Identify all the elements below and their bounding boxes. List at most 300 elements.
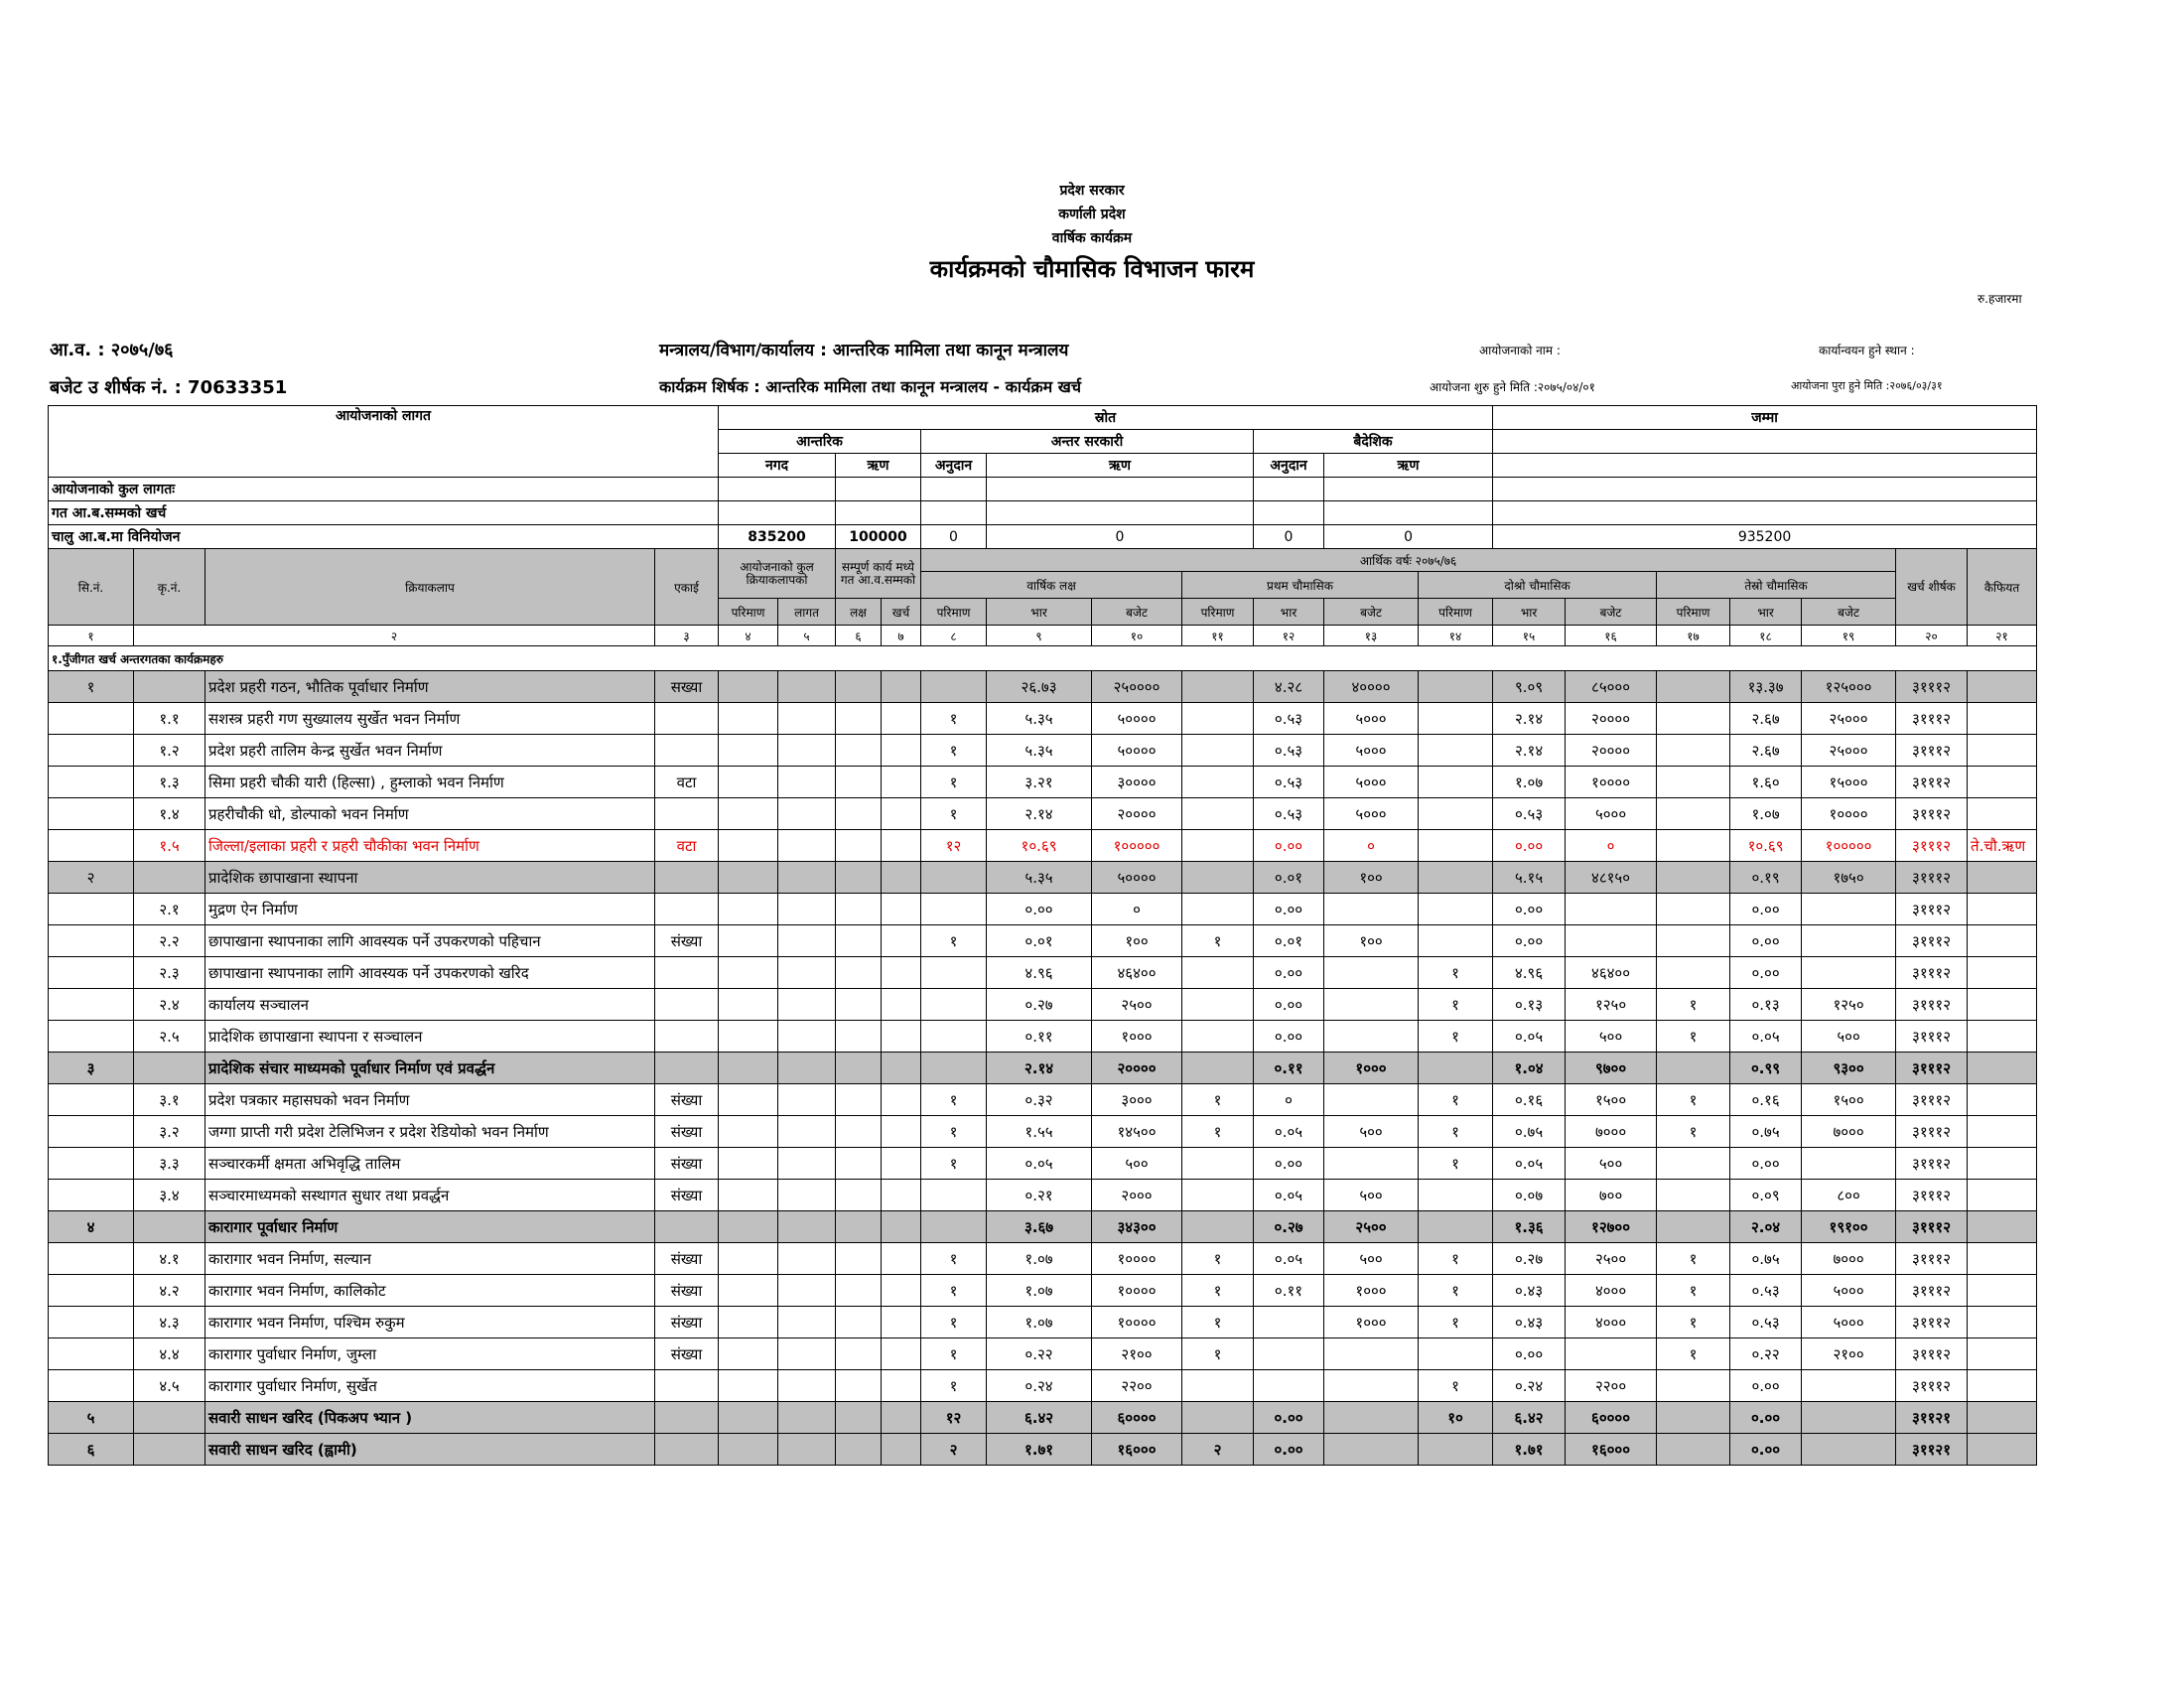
value-cell bbox=[1182, 1211, 1254, 1243]
unit-cell bbox=[655, 1021, 719, 1053]
value-cell: ६०००० bbox=[1092, 1402, 1182, 1434]
value-cell: १ bbox=[921, 925, 987, 957]
budget-head: बजेट उ शीर्षक नं. : 70633351 bbox=[50, 377, 288, 398]
value-cell bbox=[1968, 1370, 2037, 1402]
value-cell: ०.०० bbox=[1254, 1148, 1324, 1180]
value-cell: ०.२२ bbox=[987, 1338, 1092, 1370]
value-cell: १००००० bbox=[1092, 830, 1182, 862]
value-cell bbox=[882, 894, 921, 925]
value-cell: ४.९६ bbox=[987, 957, 1092, 989]
internal-loan-value: 100000 bbox=[836, 525, 921, 549]
activity-number: २.१ bbox=[134, 894, 205, 925]
value-cell: ०.०५ bbox=[1254, 1180, 1324, 1211]
value-cell bbox=[836, 1211, 882, 1243]
value-cell: ०.०१ bbox=[987, 925, 1092, 957]
value-cell: १ bbox=[1657, 1275, 1730, 1307]
col-kn: कृ.नं. bbox=[134, 549, 205, 626]
table-row bbox=[49, 1053, 2037, 1084]
table-row bbox=[49, 1211, 2037, 1243]
value-cell: ३१११२ bbox=[1896, 671, 1968, 703]
value-cell: ०.०० bbox=[1730, 1148, 1802, 1180]
value-cell: २२०० bbox=[1092, 1370, 1182, 1402]
col-weight: भार bbox=[987, 599, 1092, 626]
serial-number: ४ bbox=[49, 1211, 134, 1243]
value-cell: १ bbox=[921, 1084, 987, 1116]
value-cell bbox=[882, 1180, 921, 1211]
value-cell bbox=[836, 735, 882, 767]
table-row bbox=[49, 830, 2037, 862]
value-cell: २.१४ bbox=[987, 1053, 1092, 1084]
value-cell bbox=[1324, 957, 1419, 989]
value-cell bbox=[1802, 1402, 1896, 1434]
value-cell: १ bbox=[921, 703, 987, 735]
value-cell: ०.२१ bbox=[987, 1180, 1092, 1211]
value-cell bbox=[882, 1053, 921, 1084]
value-cell: ३१११२ bbox=[1896, 1275, 1968, 1307]
value-cell: ३१११२ bbox=[1896, 1338, 1968, 1370]
unit-cell bbox=[655, 957, 719, 989]
serial-number bbox=[49, 1021, 134, 1053]
value-cell: ६०००० bbox=[1566, 1402, 1657, 1434]
column-number: ७ bbox=[882, 626, 921, 646]
value-cell: २ bbox=[921, 1434, 987, 1466]
unit-cell: संख्या bbox=[655, 1338, 719, 1370]
value-cell bbox=[719, 1243, 778, 1275]
serial-number bbox=[49, 1338, 134, 1370]
serial-number bbox=[49, 767, 134, 798]
value-cell: २.०४ bbox=[1730, 1211, 1802, 1243]
serial-number: ६ bbox=[49, 1434, 134, 1466]
table-row bbox=[49, 1370, 2037, 1402]
column-number: १० bbox=[1092, 626, 1182, 646]
value-cell bbox=[882, 1307, 921, 1338]
value-cell bbox=[778, 1307, 836, 1338]
activity-number bbox=[134, 671, 205, 703]
value-cell: ५.१५ bbox=[1493, 862, 1566, 894]
value-cell: ०.०० bbox=[1254, 1402, 1324, 1434]
unit-cell: संख्या bbox=[655, 1243, 719, 1275]
value-cell bbox=[778, 1053, 836, 1084]
value-cell: १.०७ bbox=[987, 1275, 1092, 1307]
value-cell: ५००० bbox=[1324, 735, 1419, 767]
value-cell bbox=[836, 671, 882, 703]
value-cell: १ bbox=[921, 798, 987, 830]
table-row bbox=[49, 1084, 2037, 1116]
value-cell: ३१११२ bbox=[1896, 957, 1968, 989]
col-budget: बजेट bbox=[1092, 599, 1182, 626]
value-cell bbox=[1419, 735, 1493, 767]
value-cell bbox=[719, 1338, 778, 1370]
value-cell bbox=[882, 767, 921, 798]
unit-cell: संख्या bbox=[655, 1307, 719, 1338]
value-cell bbox=[1419, 894, 1493, 925]
value-cell bbox=[836, 1434, 882, 1466]
activity-name: छापाखाना स्थापनाका लागि आवस्यक पर्ने उपकरणको पहिचान bbox=[205, 925, 655, 957]
value-cell: ३१११२ bbox=[1896, 798, 1968, 830]
value-cell: १००० bbox=[1324, 1307, 1419, 1338]
value-cell bbox=[836, 1084, 882, 1116]
serial-number bbox=[49, 1180, 134, 1211]
foreign-grant-value: 0 bbox=[1254, 525, 1324, 549]
value-cell: २.६७ bbox=[1730, 703, 1802, 735]
value-cell bbox=[921, 957, 987, 989]
value-cell: ५००० bbox=[1324, 703, 1419, 735]
value-cell: १२७०० bbox=[1566, 1211, 1657, 1243]
activity-number: २.५ bbox=[134, 1021, 205, 1053]
column-number-row bbox=[49, 626, 2037, 646]
value-cell: ५०० bbox=[1324, 1243, 1419, 1275]
value-cell bbox=[1968, 671, 2037, 703]
value-cell bbox=[1419, 862, 1493, 894]
value-cell: १ bbox=[1182, 1084, 1254, 1116]
value-cell: ०.०० bbox=[1493, 894, 1566, 925]
row-label: गत आ.ब.सम्मको खर्च bbox=[49, 501, 719, 525]
value-cell: १.५५ bbox=[987, 1116, 1092, 1148]
value-cell bbox=[778, 1434, 836, 1466]
value-cell: १ bbox=[1419, 1116, 1493, 1148]
value-cell bbox=[1968, 957, 2037, 989]
value-cell bbox=[778, 1021, 836, 1053]
value-cell: ०.०० bbox=[1730, 957, 1802, 989]
value-cell bbox=[882, 1021, 921, 1053]
value-cell bbox=[778, 925, 836, 957]
column-number: ६ bbox=[836, 626, 882, 646]
value-cell bbox=[882, 862, 921, 894]
value-cell: ५०००० bbox=[1092, 862, 1182, 894]
value-cell: ०.०० bbox=[1493, 830, 1566, 862]
value-cell bbox=[921, 1021, 987, 1053]
value-cell: ३१११२ bbox=[1896, 862, 1968, 894]
value-cell: १ bbox=[1419, 989, 1493, 1021]
intergov-loan-header: ऋण bbox=[987, 454, 1254, 478]
cash-value: 835200 bbox=[719, 525, 836, 549]
column-number: २० bbox=[1896, 626, 1968, 646]
value-cell: ०.०९ bbox=[1730, 1180, 1802, 1211]
column-number: ९ bbox=[987, 626, 1092, 646]
value-cell bbox=[1968, 1307, 2037, 1338]
value-cell: ४.९६ bbox=[1493, 957, 1566, 989]
value-cell: १ bbox=[1657, 1021, 1730, 1053]
value-cell: ०.०० bbox=[1730, 894, 1802, 925]
value-cell: २५००० bbox=[1802, 703, 1896, 735]
value-cell: ९७०० bbox=[1566, 1053, 1657, 1084]
value-cell bbox=[1324, 989, 1419, 1021]
value-cell: १ bbox=[1657, 1307, 1730, 1338]
column-number: ४ bbox=[719, 626, 778, 646]
value-cell bbox=[1182, 1148, 1254, 1180]
current-allocation-row bbox=[49, 525, 2037, 549]
activity-name: कारागार भवन निर्माण, कालिकोट bbox=[205, 1275, 655, 1307]
value-cell: ०.०० bbox=[1254, 830, 1324, 862]
value-cell bbox=[719, 1275, 778, 1307]
unit-cell: संख्या bbox=[655, 1275, 719, 1307]
value-cell: ३१११२ bbox=[1896, 1021, 1968, 1053]
unit-cell: संख्या bbox=[655, 1180, 719, 1211]
value-cell: ४८१५० bbox=[1566, 862, 1657, 894]
value-cell: ०.४३ bbox=[1493, 1275, 1566, 1307]
activity-number: १.४ bbox=[134, 798, 205, 830]
table-row bbox=[49, 1243, 2037, 1275]
value-cell bbox=[1657, 862, 1730, 894]
col-q1: प्रथम चौमासिक bbox=[1182, 572, 1419, 599]
project-name: आयोजनाको नाम : bbox=[1479, 344, 1561, 357]
value-cell bbox=[882, 735, 921, 767]
value-cell: ०.०० bbox=[1730, 1402, 1802, 1434]
value-cell bbox=[1968, 1180, 2037, 1211]
value-cell bbox=[1182, 1053, 1254, 1084]
value-cell: १ bbox=[921, 1275, 987, 1307]
value-cell: २५०००० bbox=[1092, 671, 1182, 703]
page-title: कार्यक्रमको चौमासिक विभाजन फारम bbox=[929, 255, 1255, 283]
value-cell bbox=[1968, 1084, 2037, 1116]
value-cell: ०.०० bbox=[1254, 957, 1324, 989]
value-cell bbox=[1419, 1211, 1493, 1243]
value-cell bbox=[836, 862, 882, 894]
column-number: २ bbox=[134, 626, 655, 646]
col-sn: सि.नं. bbox=[49, 549, 134, 626]
value-cell: २२०० bbox=[1566, 1370, 1657, 1402]
value-cell bbox=[778, 894, 836, 925]
value-cell: ५०० bbox=[1324, 1180, 1419, 1211]
value-cell: ३१११२ bbox=[1896, 1180, 1968, 1211]
value-cell: २१०० bbox=[1092, 1338, 1182, 1370]
value-cell: ५.३५ bbox=[987, 862, 1092, 894]
value-cell: २.१४ bbox=[1493, 735, 1566, 767]
value-cell bbox=[1802, 1434, 1896, 1466]
unit-cell bbox=[655, 1053, 719, 1084]
value-cell: ५०० bbox=[1566, 1021, 1657, 1053]
table-row bbox=[49, 1307, 2037, 1338]
activity-name: प्रहरीचौकी धो, डोल्पाको भवन निर्माण bbox=[205, 798, 655, 830]
value-cell: १२५००० bbox=[1802, 671, 1896, 703]
value-cell bbox=[778, 1148, 836, 1180]
total-header: जम्मा bbox=[1493, 406, 2037, 430]
value-cell: १ bbox=[921, 1243, 987, 1275]
value-cell: २.१४ bbox=[1493, 703, 1566, 735]
table-row bbox=[49, 1338, 2037, 1370]
activity-number: १.१ bbox=[134, 703, 205, 735]
value-cell: १ bbox=[1419, 1148, 1493, 1180]
value-cell bbox=[882, 1243, 921, 1275]
value-cell: ६.४२ bbox=[987, 1402, 1092, 1434]
value-cell: ५.३५ bbox=[987, 703, 1092, 735]
col-activity: क्रियाकलाप bbox=[205, 549, 655, 626]
value-cell: १५०० bbox=[1566, 1084, 1657, 1116]
value-cell: ०.०१ bbox=[1254, 862, 1324, 894]
value-cell: १ bbox=[1657, 1116, 1730, 1148]
implementation-place: कार्यान्वयन हुने स्थान : bbox=[1819, 344, 1915, 357]
value-cell bbox=[836, 1053, 882, 1084]
value-cell: ३१११२ bbox=[1896, 735, 1968, 767]
value-cell bbox=[1182, 767, 1254, 798]
value-cell: ०.११ bbox=[1254, 1053, 1324, 1084]
value-cell: ५०००० bbox=[1092, 703, 1182, 735]
col-fiscal-year: आर्थिक वर्षः २०७५/७६ bbox=[921, 549, 1896, 572]
value-cell bbox=[778, 1243, 836, 1275]
value-cell: ०.५३ bbox=[1254, 703, 1324, 735]
activity-number: ३.३ bbox=[134, 1148, 205, 1180]
value-cell: १ bbox=[921, 1116, 987, 1148]
value-cell bbox=[882, 671, 921, 703]
value-cell: ५०००० bbox=[1092, 735, 1182, 767]
value-cell: १ bbox=[1419, 957, 1493, 989]
value-cell: १३.३७ bbox=[1730, 671, 1802, 703]
col-quantity: परिमाण bbox=[719, 599, 778, 626]
value-cell: ३१११२ bbox=[1896, 1307, 1968, 1338]
col-weight: भार bbox=[1730, 599, 1802, 626]
foreign-loan-value: 0 bbox=[1324, 525, 1493, 549]
value-cell bbox=[1657, 925, 1730, 957]
value-cell: १ bbox=[1419, 1370, 1493, 1402]
serial-number: ३ bbox=[49, 1053, 134, 1084]
intergov-grant-header: अनुदान bbox=[921, 454, 987, 478]
value-cell: ३१११२ bbox=[1896, 1243, 1968, 1275]
activity-name: प्रदेश प्रहरी गठन, भौतिक पूर्वाधार निर्माण bbox=[205, 671, 655, 703]
value-cell: २५०० bbox=[1092, 989, 1182, 1021]
value-cell bbox=[1968, 862, 2037, 894]
value-cell: १२ bbox=[921, 1402, 987, 1434]
header-line-3: वार्षिक कार्यक्रम bbox=[1051, 230, 1133, 246]
value-cell bbox=[1657, 703, 1730, 735]
value-cell bbox=[1968, 767, 2037, 798]
serial-number bbox=[49, 1275, 134, 1307]
value-cell: १.०४ bbox=[1493, 1053, 1566, 1084]
value-cell: १ bbox=[1419, 1021, 1493, 1053]
value-cell bbox=[778, 862, 836, 894]
currency-unit: रु.हजारमा bbox=[1978, 292, 2022, 306]
project-cost-header: आयोजनाको लागत bbox=[49, 406, 719, 478]
value-cell bbox=[882, 1338, 921, 1370]
program-head: कार्यक्रम शिर्षक : आन्तरिक मामिला तथा कानून मन्त्रालय - कार्यक्रम खर्च bbox=[659, 377, 1082, 396]
column-number: १४ bbox=[1419, 626, 1493, 646]
value-cell bbox=[719, 830, 778, 862]
intergov-header: अन्तर सरकारी bbox=[921, 430, 1254, 454]
value-cell: २००० bbox=[1092, 1180, 1182, 1211]
value-cell bbox=[778, 1116, 836, 1148]
value-cell bbox=[882, 989, 921, 1021]
serial-number bbox=[49, 957, 134, 989]
activity-name: कार्यालय सञ्चालन bbox=[205, 989, 655, 1021]
value-cell: १६००० bbox=[1092, 1434, 1182, 1466]
section-title: १.पुँजीगत खर्च अन्तरगतका कार्यक्रमहरु bbox=[49, 646, 2037, 671]
value-cell: ०.२७ bbox=[987, 989, 1092, 1021]
value-cell bbox=[1419, 1053, 1493, 1084]
serial-number bbox=[49, 735, 134, 767]
value-cell: १ bbox=[1419, 1275, 1493, 1307]
activity-number: ४.२ bbox=[134, 1275, 205, 1307]
value-cell bbox=[921, 894, 987, 925]
value-cell: ५०० bbox=[1802, 1021, 1896, 1053]
activity-number: १.३ bbox=[134, 767, 205, 798]
value-cell: १ bbox=[1419, 1243, 1493, 1275]
col-q2: दोश्रो चौमासिक bbox=[1419, 572, 1657, 599]
value-cell bbox=[1182, 1370, 1254, 1402]
value-cell: १ bbox=[1182, 925, 1254, 957]
activity-number: २.४ bbox=[134, 989, 205, 1021]
value-cell: ०.०५ bbox=[1254, 1243, 1324, 1275]
value-cell: ३१११२ bbox=[1896, 767, 1968, 798]
activity-number: ३.४ bbox=[134, 1180, 205, 1211]
value-cell: २६.७३ bbox=[987, 671, 1092, 703]
value-cell bbox=[1968, 1148, 2037, 1180]
value-cell bbox=[1968, 1116, 2037, 1148]
value-cell bbox=[1968, 894, 2037, 925]
value-cell: ०.२७ bbox=[1493, 1243, 1566, 1275]
value-cell: ०.०० bbox=[1254, 1434, 1324, 1466]
serial-number bbox=[49, 1307, 134, 1338]
value-cell: १ bbox=[1182, 1116, 1254, 1148]
value-cell: ०.०७ bbox=[1493, 1180, 1566, 1211]
value-cell: १ bbox=[921, 1307, 987, 1338]
activity-name: कारागार पुर्वाधार निर्माण, सुर्खेत bbox=[205, 1370, 655, 1402]
value-cell bbox=[1324, 1434, 1419, 1466]
activity-name: सिमा प्रहरी चौकी यारी (हिल्सा) , हुम्लाको भवन निर्माण bbox=[205, 767, 655, 798]
value-cell bbox=[1968, 1402, 2037, 1434]
value-cell: ५००० bbox=[1324, 798, 1419, 830]
column-number: ५ bbox=[778, 626, 836, 646]
activity-number: ४.१ bbox=[134, 1243, 205, 1275]
value-cell: २५००० bbox=[1802, 735, 1896, 767]
value-cell bbox=[836, 1021, 882, 1053]
value-cell bbox=[836, 957, 882, 989]
header-line-2: कर्णाली प्रदेश bbox=[1058, 207, 1126, 222]
value-cell bbox=[778, 1402, 836, 1434]
value-cell: २ bbox=[1182, 1434, 1254, 1466]
end-date: आयोजना पुरा हुने मिति :२०७६/०३/३१ bbox=[1791, 379, 1943, 392]
value-cell bbox=[1324, 1338, 1419, 1370]
value-cell bbox=[1968, 1275, 2037, 1307]
value-cell bbox=[1419, 1434, 1493, 1466]
value-cell: ०.०० bbox=[1730, 1370, 1802, 1402]
column-number: १८ bbox=[1730, 626, 1802, 646]
value-cell: १.७१ bbox=[1493, 1434, 1566, 1466]
value-cell: ४६४०० bbox=[1092, 957, 1182, 989]
value-cell: ५००० bbox=[1802, 1275, 1896, 1307]
value-cell bbox=[778, 1180, 836, 1211]
value-cell bbox=[778, 957, 836, 989]
serial-number bbox=[49, 894, 134, 925]
col-budget: बजेट bbox=[1566, 599, 1657, 626]
value-cell: ०.०० bbox=[1254, 894, 1324, 925]
value-cell: १ bbox=[921, 1370, 987, 1402]
value-cell bbox=[719, 1434, 778, 1466]
intergov-loan-value: 0 bbox=[987, 525, 1254, 549]
start-date: आयोजना शुरु हुने मिति :२०७५/०४/०१ bbox=[1430, 380, 1595, 394]
activity-name: जिल्ला/इलाका प्रहरी र प्रहरी चौकीका भवन निर्माण bbox=[205, 830, 655, 862]
value-cell bbox=[882, 798, 921, 830]
ministry: मन्त्रालय/विभाग/कार्यालय : आन्तरिक मामिला तथा कानून मन्त्रालय bbox=[659, 341, 1069, 360]
value-cell bbox=[882, 1275, 921, 1307]
value-cell bbox=[1968, 798, 2037, 830]
value-cell bbox=[836, 925, 882, 957]
value-cell bbox=[1968, 1211, 2037, 1243]
activity-number bbox=[134, 1053, 205, 1084]
serial-number bbox=[49, 1243, 134, 1275]
col-annual-target: वार्षिक लक्ष bbox=[921, 572, 1182, 599]
value-cell bbox=[836, 703, 882, 735]
activity-name: प्रादेशिक छापाखाना स्थापना bbox=[205, 862, 655, 894]
value-cell bbox=[882, 1434, 921, 1466]
col-quantity: परिमाण bbox=[1182, 599, 1254, 626]
value-cell: ०.५३ bbox=[1730, 1307, 1802, 1338]
unit-cell bbox=[655, 1211, 719, 1243]
col-quantity: परिमाण bbox=[921, 599, 987, 626]
serial-number: १ bbox=[49, 671, 134, 703]
value-cell: ३१११२ bbox=[1896, 1370, 1968, 1402]
foreign-header: बैदेशिक bbox=[1254, 430, 1493, 454]
value-cell: ०.०० bbox=[1730, 925, 1802, 957]
activity-name: कारागार पुर्वाधार निर्माण, जुम्ला bbox=[205, 1338, 655, 1370]
